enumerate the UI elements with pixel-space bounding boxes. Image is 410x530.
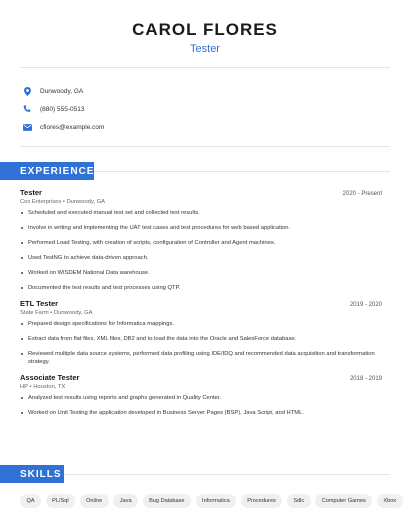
job-date: 2019 - 2020 (349, 302, 382, 308)
skill-chip: Procedures (241, 494, 283, 508)
job-bullet: Used TestNG to achieve data-driven approach. (20, 254, 382, 262)
job-date: 2020 - Present (342, 191, 382, 197)
skill-chip: Computer Games (315, 494, 372, 508)
job-bullet: Worked on WISDEM National Data warehouse. (20, 269, 382, 277)
job-company: State Farm • Dunwoody, GA (20, 310, 93, 316)
job-bullet: Performed Load Testing, with creation of scripts, configuration of Controller and Agent machines. (20, 239, 382, 247)
header-divider (20, 67, 390, 68)
candidate-name: CAROL FLORES (132, 20, 278, 39)
job-bullet: Analyzed test results using reports and graphs generated in Quality Center. (20, 394, 382, 402)
contact-list (20, 82, 104, 136)
skill-chip: Informatica (196, 494, 237, 508)
skill-chip: Java (113, 494, 138, 508)
phone-icon (20, 102, 34, 116)
contact-location (20, 82, 104, 100)
job-title: Tester (20, 188, 42, 197)
job-title: Associate Tester (20, 373, 80, 382)
candidate-role: Tester (190, 43, 220, 55)
job-bullet: Scheduled and executed manual test set and collected test results. (20, 209, 382, 217)
skills-banner-line (64, 474, 390, 475)
job-bullet: Involve in writing and implementing the UAT test cases and test procedures for web based application. (20, 224, 382, 232)
job-company: HP • Houston, TX (20, 384, 66, 390)
job-date: 2018 - 2019 (349, 376, 382, 382)
job-bullets (20, 320, 382, 366)
skill-chip: Bug Database (143, 494, 191, 508)
job-bullet: Reviewed multiple data source systems, performed data profiling using IDE/IDQ and recommended data acquisition and transformation strategy. (20, 350, 382, 366)
job-title: ETL Tester (20, 299, 59, 308)
skill-chip: Sdlc (287, 494, 311, 508)
job-company: Cox Enterprises • Dunwoody, GA (20, 199, 106, 205)
job-bullet: Extract data from flat files, XML files, DB2 and to load the data into the Oracle and SalesForce database. (20, 335, 382, 343)
job-bullets (20, 394, 382, 417)
contact-email[interactable] (20, 118, 104, 136)
contact-divider (20, 146, 390, 147)
skill-chip: PL/Sql (46, 494, 75, 508)
experience-banner-line (94, 171, 390, 172)
email-icon (20, 120, 34, 134)
resume-header (0, 0, 410, 56)
skills-section-banner: SKILLS (0, 465, 64, 483)
job-bullets (20, 209, 382, 292)
job-entry (20, 188, 382, 292)
experience-section-banner: EXPERIENCE (0, 162, 94, 180)
job-bullet: Documented the test results and test processes using QTP. (20, 284, 382, 292)
job-bullet: Worked on Unit Testing the application developed in Business Server Pages (BSP), Java Script, and HTML. (20, 409, 382, 417)
contact-location-text: Dunwoody, GA (40, 87, 84, 95)
skill-chip: Xbox (377, 494, 403, 508)
contact-phone (20, 100, 104, 118)
location-pin-icon (20, 84, 34, 98)
contact-phone-text: (880) 555-0513 (40, 105, 85, 113)
skills-list (20, 494, 407, 508)
contact-email-text[interactable]: cflores@example.com (40, 123, 105, 131)
job-bullet: Prepared design specifications for Informatica mappings. (20, 320, 382, 328)
skill-chip: Online (80, 494, 109, 508)
experience-list (20, 188, 382, 424)
job-entry (20, 373, 382, 417)
skill-chip: QA (20, 494, 41, 508)
job-entry (20, 299, 382, 366)
